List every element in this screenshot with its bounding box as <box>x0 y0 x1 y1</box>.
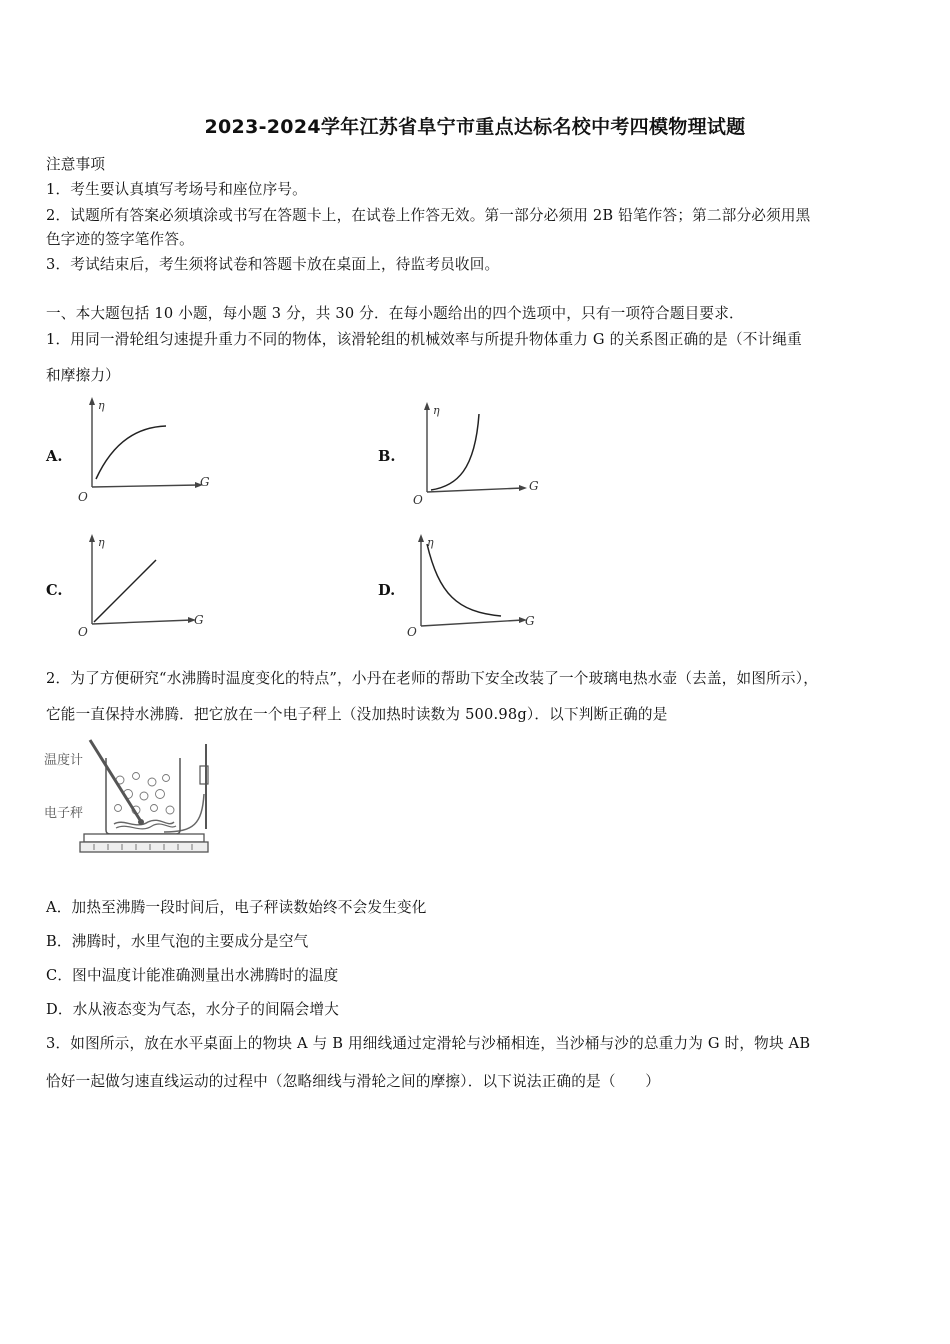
q2-stem-cont: 它能一直保持水沸腾．把它放在一个电子秤上（没加热时读数为 500.98g）．以下判断正确的是 <box>46 706 668 723</box>
q1-option-c-label: C. <box>46 582 63 599</box>
scale-label: 电子秤 <box>44 806 84 821</box>
q1-graph-d-g: G <box>525 614 535 628</box>
notice-item-1: 1．考生要认真填写考场号和座位序号。 <box>46 181 307 198</box>
q1-graph-d <box>405 532 555 647</box>
q1-graph-a-origin: O <box>78 490 88 504</box>
q1-graph-d-eta: η <box>427 536 434 549</box>
q2-option-d: D．水从液态变为气态，水分子的间隔会增大 <box>46 1001 339 1018</box>
q1-option-d-label: D. <box>378 582 396 599</box>
thermometer-label: 温度计 <box>44 753 84 768</box>
q2-option-b: B．沸腾时，水里气泡的主要成分是空气 <box>46 933 309 950</box>
q1-graph-b-g: G <box>529 479 539 493</box>
q1-option-a-label: A. <box>46 448 63 465</box>
q1-graph-d-origin: O <box>407 625 417 639</box>
q1-graph-b-origin: O <box>413 493 423 507</box>
q1-graph-b-eta: η <box>433 404 440 417</box>
q2-kettle-figure <box>44 734 224 860</box>
q2-option-c: C．图中温度计能准确测量出水沸腾时的温度 <box>46 967 339 984</box>
section-heading: 一、本大题包括 10 小题，每小题 3 分，共 30 分．在每小题给出的四个选项中，只有一项符合题目要求． <box>46 305 744 322</box>
q1-graph-a-g: G <box>200 475 210 489</box>
q1-graph-c-origin: O <box>78 625 88 639</box>
notice-heading: 注意事项 <box>46 156 106 173</box>
q1-graph-c <box>74 532 224 647</box>
q1-graph-b <box>405 398 555 513</box>
q2-stem: 2．为了方便研究“水沸腾时温度变化的特点”，小丹在老师的帮助下安全改装了一个玻璃电热水壶（去盖，如图所示）， <box>46 670 818 687</box>
q2-option-a: A．加热至沸腾一段时间后，电子秤读数始终不会发生变化 <box>46 899 427 916</box>
q3-stem-cont: 恰好一起做匀速直线运动的过程中（忽略细线与滑轮之间的摩擦）．以下说法正确的是（ ） <box>46 1073 661 1090</box>
notice-item-2: 2．试题所有答案必须填涂或书写在答题卡上，在试卷上作答无效。第一部分必须用 2B 铅笔作答；第二部分必须用黑 <box>46 207 811 224</box>
page-title: 2023-2024学年江苏省阜宁市重点达标名校中考四模物理试题 <box>204 116 746 138</box>
notice-item-3: 3．考试结束后，考生须将试卷和答题卡放在桌面上，待监考员收回。 <box>46 256 500 273</box>
q1-graph-c-g: G <box>194 613 204 627</box>
q1-stem-cont: 和摩擦力） <box>46 367 120 384</box>
q1-graph-c-eta: η <box>98 536 105 549</box>
q1-stem: 1．用同一滑轮组匀速提升重力不同的物体，该滑轮组的机械效率与所提升物体重力 G 的关系图正确的是（不计绳重 <box>46 331 802 348</box>
q1-graph-a-eta: η <box>98 399 105 412</box>
notice-item-2-cont: 色字迹的签字笔作答。 <box>46 231 194 248</box>
q1-graph-a <box>74 395 224 510</box>
q3-stem: 3．如图所示，放在水平桌面上的物块 A 与 B 用细线通过定滑轮与沙桶相连，当沙桶与沙的总重力为 G 时，物块 AB <box>46 1035 811 1052</box>
q1-option-b-label: B. <box>378 448 396 465</box>
